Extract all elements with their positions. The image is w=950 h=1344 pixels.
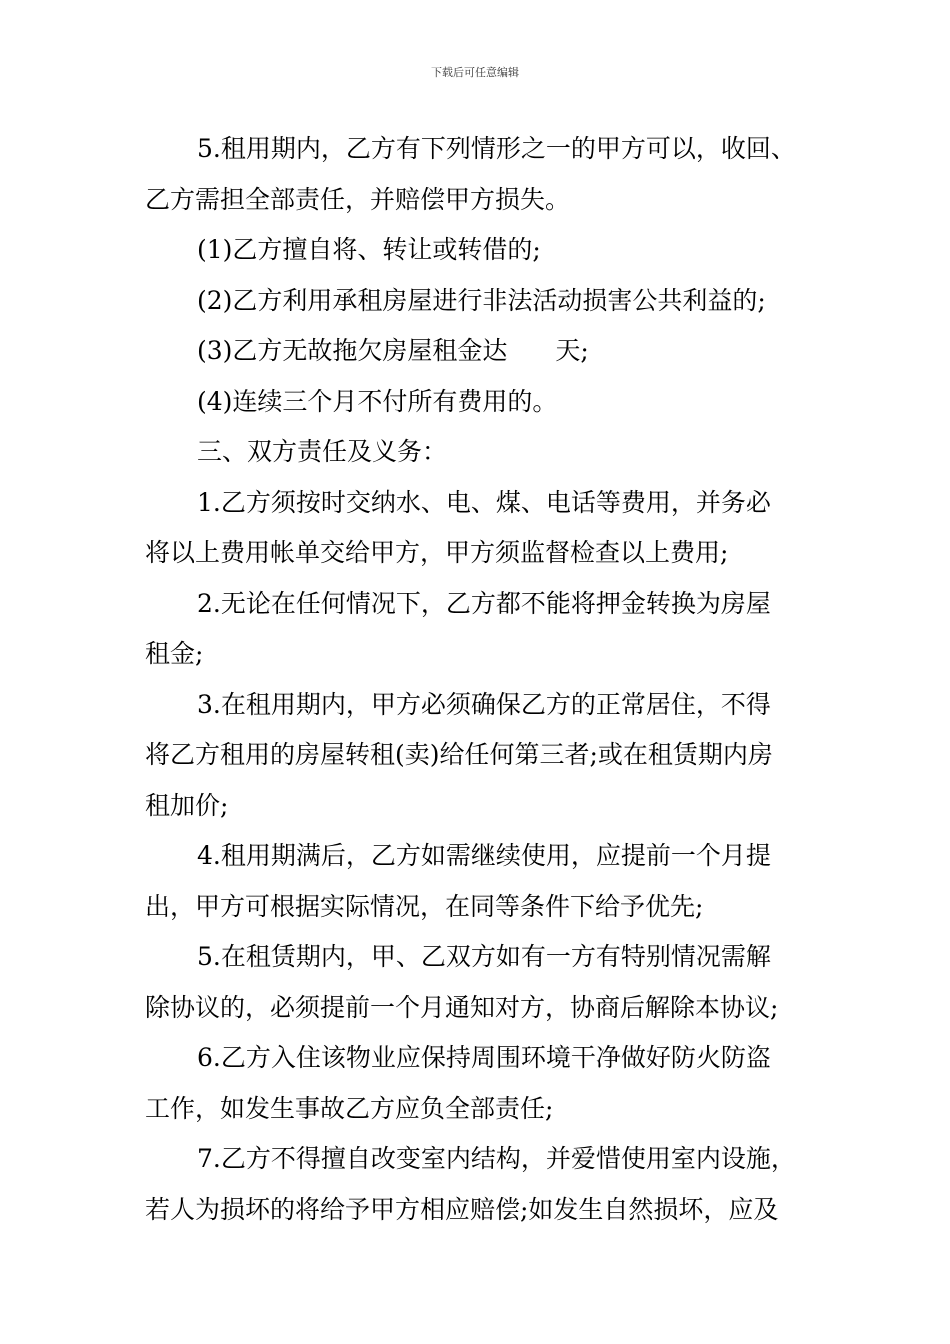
text-line: 将以上费用帐单交给甲方，甲方须监督检查以上费用; (145, 538, 729, 567)
text-line: 1.乙方须按时交纳水、电、煤、电话等费用，并务必 (197, 487, 771, 517)
text-before-blank: (3)乙方无故拖欠房屋租金达 (197, 336, 508, 365)
text-line-with-blank (145, 326, 815, 377)
text-line: 除协议的，必须提前一个月通知对方，协商后解除本协议; (145, 992, 779, 1022)
text-line: 若人为损坏的将给予甲方相应赔偿;如发生自然损坏，应及 (145, 1194, 779, 1224)
text-line: 2.无论在任何情况下，乙方都不能将押金转换为房屋 (197, 588, 771, 618)
page-header: 下载后可任意编辑 (431, 66, 519, 79)
text-line: (2)乙方利用承租房屋进行非法活动损害公共利益的; (197, 285, 766, 315)
text-line: 5.在租赁期内，甲、乙双方如有一方有特别情况需解 (197, 942, 771, 971)
text-line: 7.乙方不得擅自改变室内结构，并爱惜使用室内设施， (197, 1144, 796, 1173)
document-body (145, 124, 815, 1235)
text-line: 工作，如发生事故乙方应负全部责任; (145, 1093, 554, 1123)
text-line: 将乙方租用的房屋转租(卖)给任何第三者;或在租赁期内房 (145, 740, 773, 769)
text-line: 3.在租用期内，甲方必须确保乙方的正常居住，不得 (197, 689, 771, 719)
text-line: (4)连续三个月不付所有费用的。 (197, 386, 558, 416)
text-line: 乙方需担全部责任，并赔偿甲方损失。 (145, 184, 571, 214)
text-after-blank: 天; (555, 336, 589, 365)
section-heading: 三、双方责任及义务： (197, 437, 448, 466)
text-line: (1)乙方擅自将、转让或转借的; (197, 235, 541, 264)
text-line: 出，甲方可根据实际情况，在同等条件下给予优先; (145, 891, 704, 921)
text-line: 租金; (145, 639, 204, 668)
text-line: 租加价; (145, 790, 229, 820)
text-line: 6.乙方入住该物业应保持周围环境干净做好防火防盗 (197, 1043, 771, 1072)
text-line: 5.租用期内，乙方有下列情形之一的甲方可以，收回、 (197, 134, 796, 163)
text-line: 4.租用期满后，乙方如需继续使用，应提前一个月提 (197, 841, 771, 870)
